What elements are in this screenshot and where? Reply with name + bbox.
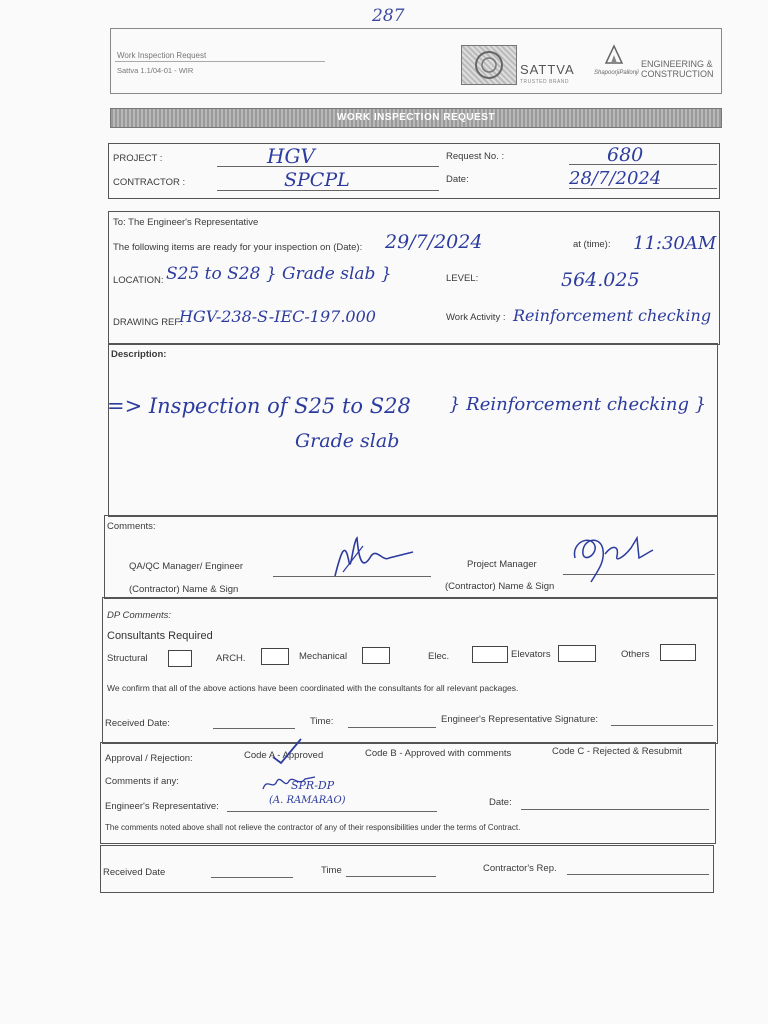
description-line-1b: } Reinforcement checking }	[449, 394, 707, 415]
dp-time-line	[348, 727, 436, 728]
engineer-rep-label: Engineer's Representative:	[105, 801, 219, 812]
approval-label: Approval / Rejection:	[105, 753, 193, 764]
qa-signature	[323, 532, 423, 582]
activity-value: Reinforcement checking	[513, 306, 712, 325]
qa-label-2: (Contractor) Name & Sign	[129, 584, 239, 595]
mechanical-checkbox[interactable]	[362, 647, 390, 664]
header-divider	[115, 61, 325, 62]
option-mechanical-label: Mechanical	[299, 651, 348, 662]
engineer-sig-line	[611, 725, 713, 726]
elevators-checkbox[interactable]	[558, 645, 596, 662]
date-underline	[569, 188, 717, 189]
contractor-rep-line	[567, 874, 709, 875]
option-others-label: Others	[621, 649, 650, 660]
qa-label-1: QA/QC Manager/ Engineer	[129, 561, 244, 572]
page-number: 287	[372, 6, 405, 26]
footer-time-label: Time	[321, 865, 342, 876]
emblem-circle-icon	[462, 46, 516, 84]
contractor-value: SPCPL	[284, 169, 350, 191]
approval-date-label: Date:	[489, 797, 512, 808]
structural-checkbox[interactable]	[168, 650, 192, 667]
comments-if-any-label: Comments if any:	[105, 776, 179, 787]
engineer-sig-label: Engineer's Representative Signature:	[441, 714, 599, 725]
level-value: 564.025	[561, 269, 640, 291]
project-value: HGV	[267, 144, 315, 168]
description-section	[108, 343, 718, 517]
to-line: To: The Engineer's Representative	[113, 217, 259, 228]
form-title: Work Inspection Request	[117, 51, 207, 60]
pm-label-2: (Contractor) Name & Sign	[445, 581, 555, 592]
dp-time-label: Time:	[310, 716, 334, 727]
form-code: Sattva 1.1/04-01 - WIR	[117, 66, 194, 75]
date-label: Date:	[446, 174, 469, 185]
consultants-label: Consultants Required	[107, 630, 213, 642]
drawing-value: HGV-238-S-IEC-197.000	[179, 307, 376, 326]
sp-group-name: ShapoorjiPallonji	[594, 70, 639, 76]
engineer-rep-value-1: SPR-DP	[291, 779, 335, 792]
footer-received-label: Received Date	[103, 867, 166, 878]
dp-comments-label: DP Comments:	[107, 610, 172, 621]
drawing-label: DRAWING REF:	[113, 317, 183, 328]
sattva-logo-text: SATTVA	[520, 62, 575, 77]
contractor-underline	[217, 190, 439, 191]
disclaimer: The comments noted above shall not relieve the contractor of any of their responsibilities under the terms of Contract.	[105, 823, 521, 832]
coordination-confirmation: We confirm that all of the above actions have been coordinated with the consultants for all relevant packages.	[107, 683, 519, 693]
location-label: LOCATION:	[113, 275, 164, 286]
sp-group-logo	[594, 43, 639, 76]
approval-section	[100, 742, 716, 844]
division-line-1: ENGINEERING &	[641, 59, 713, 69]
engineer-rep-initials	[259, 773, 319, 797]
dp-section	[102, 597, 718, 744]
sattva-logo	[520, 61, 575, 85]
description-label: Description:	[111, 349, 167, 360]
received-date-line	[213, 728, 295, 729]
project-underline	[217, 166, 439, 167]
option-arch-label: ARCH.	[216, 653, 246, 664]
time-label: at (time):	[573, 239, 611, 250]
engineer-rep-value-2: (A. RAMARAO)	[269, 795, 346, 806]
option-elec-label: Elec.	[428, 651, 450, 662]
project-label: PROJECT :	[113, 153, 163, 164]
pm-signature	[561, 528, 661, 584]
code-a-option: Code A - Approved	[244, 750, 324, 761]
sp-building-icon	[603, 43, 625, 65]
activity-label: Work Activity :	[446, 312, 506, 323]
inspection-date-value: 29/7/2024	[385, 231, 483, 253]
time-value: 11:30AM	[633, 233, 717, 254]
code-c-option: Code C - Rejected & Resubmit	[552, 746, 682, 757]
inspection-section	[108, 211, 720, 345]
project-section	[108, 143, 720, 199]
receipt-section	[100, 845, 714, 893]
form-header	[110, 28, 722, 94]
description-line-2: Grade slab	[295, 430, 400, 452]
request-no-value: 680	[607, 144, 644, 166]
elec-checkbox[interactable]	[472, 646, 508, 663]
ready-line: The following items are ready for your inspection on (Date):	[113, 242, 363, 253]
footer-time-line	[346, 876, 436, 877]
description-line-1: => Inspection of S25 to S28	[107, 394, 411, 418]
form-banner	[110, 108, 722, 128]
contractor-rep-label: Contractor's Rep.	[483, 863, 557, 874]
banner-title: WORK INSPECTION REQUEST	[336, 112, 496, 123]
others-checkbox[interactable]	[660, 644, 696, 661]
option-structural-label: Structural	[107, 653, 148, 664]
code-b-option: Code B - Approved with comments	[365, 748, 512, 759]
pm-label-1: Project Manager	[467, 559, 537, 570]
sattva-tagline: TRUSTED BRAND	[520, 79, 570, 85]
approval-date-line	[521, 809, 709, 810]
request-no-label: Request No. :	[446, 151, 505, 162]
code-a-checkmark-icon	[269, 737, 309, 765]
footer-received-line	[211, 877, 293, 878]
date-value: 28/7/2024	[569, 168, 662, 189]
option-elevators-label: Elevators	[511, 649, 551, 660]
division-line-2: CONSTRUCTION	[641, 69, 714, 79]
location-value: S25 to S28 } Grade slab }	[166, 264, 392, 284]
received-date-label: Received Date:	[105, 718, 170, 729]
request-no-underline	[569, 164, 717, 165]
comments-label: Comments:	[107, 521, 156, 532]
comments-section	[104, 515, 718, 599]
contractor-label: CONTRACTOR :	[113, 177, 186, 188]
arch-checkbox[interactable]	[261, 648, 289, 665]
level-label: LEVEL:	[446, 273, 479, 284]
sattva-emblem-logo	[461, 45, 517, 85]
engineer-rep-line	[227, 811, 437, 812]
division-name	[641, 59, 714, 79]
